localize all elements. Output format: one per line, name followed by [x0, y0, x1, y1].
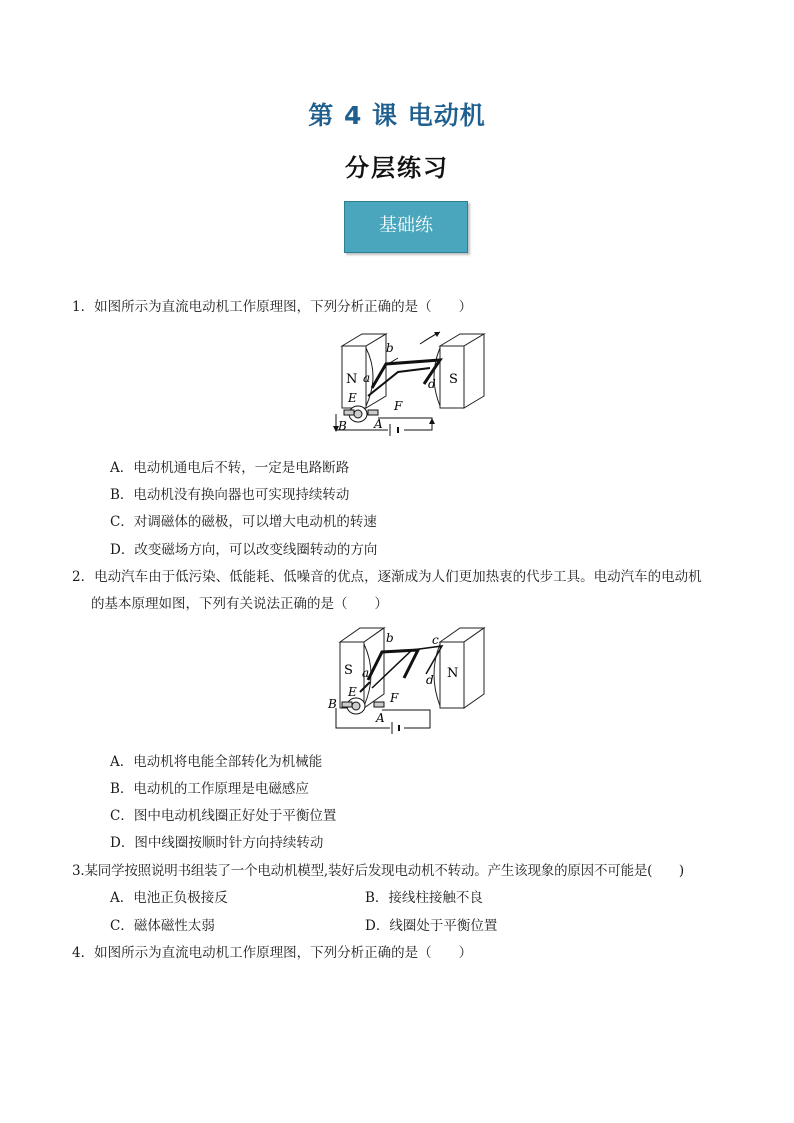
level-badge: [344, 201, 468, 253]
question-2-option-a: A．电动机将电能全部转化为机械能: [110, 754, 323, 770]
motor-diagram-2: [326, 622, 488, 740]
fig2-label-d: d: [426, 673, 434, 687]
fig1-label-d: d: [428, 377, 436, 391]
question-3-option-b: B．接线柱接触不良: [365, 890, 483, 906]
question-3-stem: 3.某同学按照说明书组装了一个电动机模型,装好后发现电动机不转动。产生该现象的原因不可能是( ): [72, 863, 684, 879]
lesson-title: 第 4 课 电动机: [308, 101, 486, 130]
fig2-label-f: F: [390, 691, 399, 705]
fig1-label-b: b: [386, 341, 394, 355]
fig2-label-n: N: [447, 666, 459, 681]
level-badge-label: 基础练: [379, 215, 433, 236]
question-1-option-a: A．电动机通电后不转，一定是电路断路: [110, 460, 350, 476]
question-2-stem-line2: 的基本原理如图，下列有关说法正确的是（ ）: [91, 596, 388, 612]
fig1-label-n: N: [346, 372, 358, 387]
question-1-option-d: D．改变磁场方向，可以改变线圈转动的方向: [110, 542, 378, 558]
fig1-label-a: a: [363, 371, 371, 385]
motor-diagram-1: [328, 326, 488, 444]
question-2-option-b: B．电动机的工作原理是电磁感应: [110, 781, 309, 797]
fig1-label-e: E: [348, 391, 357, 405]
question-1-option-c: C．对调磁体的磁极，可以增大电动机的转速: [110, 514, 377, 530]
question-1-stem: 1．如图所示为直流电动机工作原理图，下列分析正确的是（ ）: [72, 299, 473, 315]
fig2-label-a-brush: A: [376, 711, 385, 725]
fig2-label-b-brush: B: [328, 697, 337, 711]
fig1-label-s: S: [449, 372, 458, 387]
section-title: 分层练习: [345, 154, 449, 182]
question-1-option-b: B．电动机没有换向器也可实现持续转动: [110, 487, 350, 503]
question-2-stem-line1: 2．电动汽车由于低污染、低能耗、低噪音的优点，逐渐成为人们更加热衷的代步工具。电动汽车的电动机: [72, 569, 702, 585]
question-3-option-d: D．线圈处于平衡位置: [365, 918, 498, 934]
fig2-label-c: c: [432, 633, 439, 647]
fig1-label-f: F: [394, 399, 403, 413]
fig2-label-b: b: [386, 631, 394, 645]
fig2-label-a: a: [362, 666, 370, 680]
fig2-label-e: E: [348, 685, 357, 699]
question-3-option-c: C．磁体磁性太弱: [110, 918, 215, 934]
question-4-stem: 4．如图所示为直流电动机工作原理图，下列分析正确的是（ ）: [72, 945, 473, 961]
question-2-option-d: D．图中线圈按顺时针方向持续转动: [110, 835, 324, 851]
fig1-label-b-brush: B: [338, 419, 347, 433]
question-2-option-c: C．图中电动机线圈正好处于平衡位置: [110, 808, 337, 824]
question-3-option-a: A．电池正负极接反: [110, 890, 228, 906]
fig1-label-a-brush: A: [374, 417, 383, 431]
fig2-label-s: S: [344, 663, 353, 678]
